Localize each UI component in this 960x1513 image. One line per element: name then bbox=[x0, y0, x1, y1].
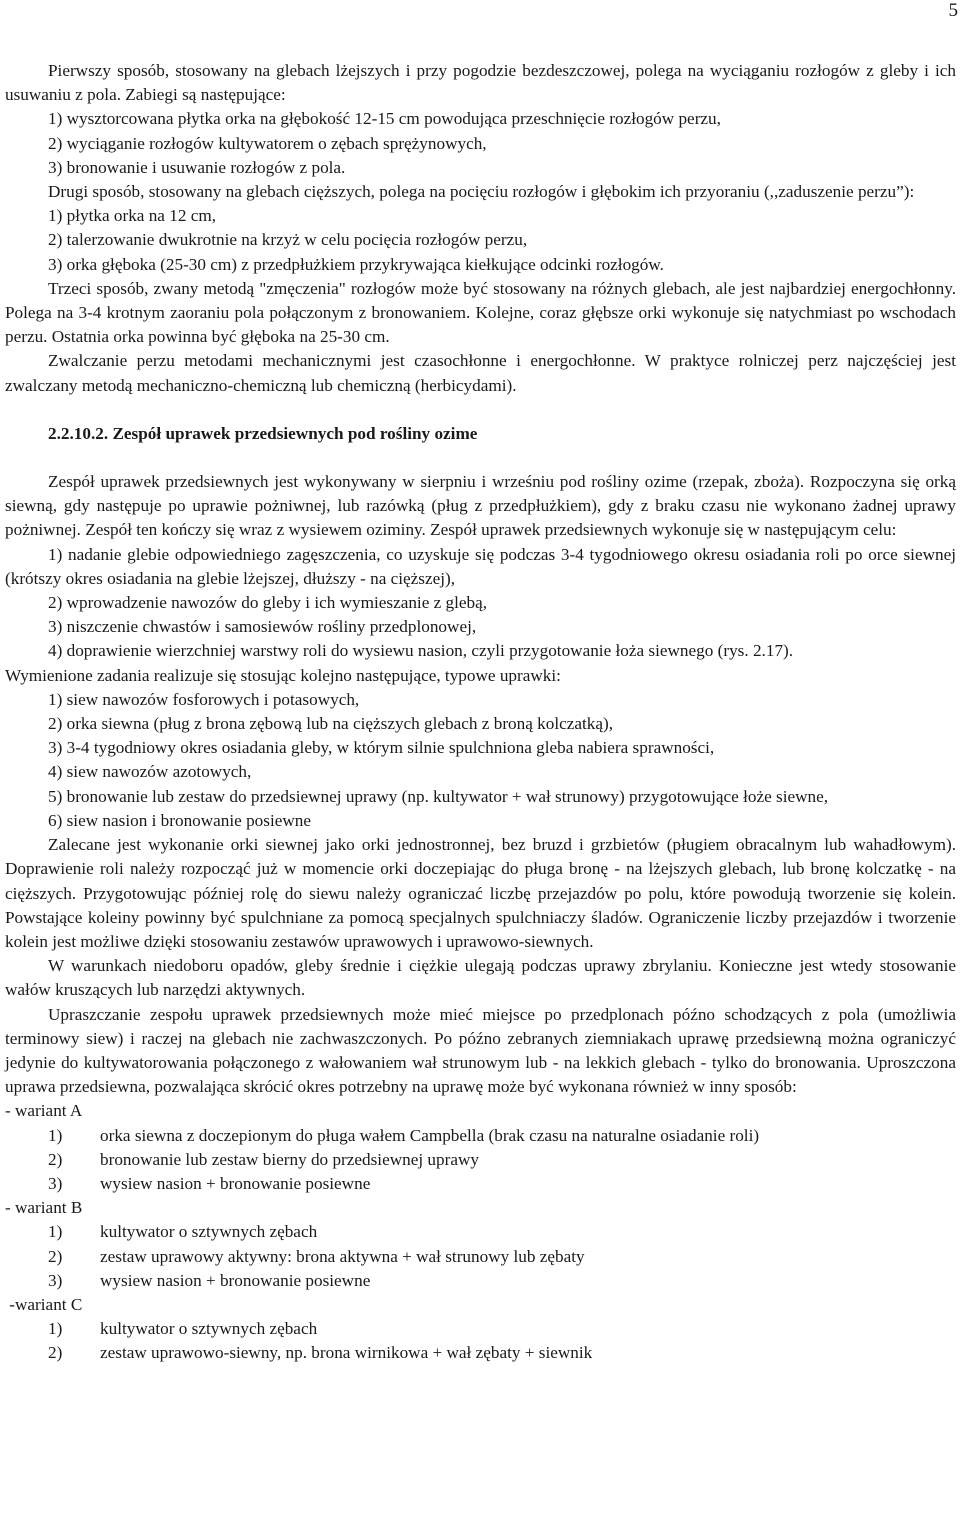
list-item: 1) płytka orka na 12 cm, bbox=[48, 206, 217, 226]
list-item: 3) orka głęboka (25-30 cm) z przedpłużkiem przykrywająca kiełkujące odcinki rozłogów. bbox=[48, 254, 664, 274]
list-item: 2) talerzowanie dwukrotnie na krzyż w celu pocięcia rozłogów perzu, bbox=[48, 230, 528, 250]
variant-item-number: 2) bbox=[48, 1343, 63, 1363]
variant-label: - wariant B bbox=[5, 1198, 83, 1218]
paragraph-first-method: Pierwszy sposób, stosowany na glebach lżejszych i przy pogodzie bezdeszczowej, polega na wyciąganiu rozłogów z gleby i ich usuwaniu z pola. Zabiegi są następujące: bbox=[5, 61, 956, 105]
paragraph-intro: Zespół uprawek przedsiewnych jest wykonywany w sierpniu i wrześniu pod rośliny ozime (rzepak, zboża). Rozpoczyna się orką siewną, gdy następuje po uprawie pożniwnej, lub razówką (pług z przedpłużkiem), gdy z braku czasu nie wykonano żadnej uprawy pożniwnej. Zespół ten kończy się wraz z wysiewem oziminy. Zespół uprawek przedsiewnych wykonuje się w następującym celu: bbox=[5, 472, 956, 540]
variant-item-number: 1) bbox=[48, 1125, 63, 1145]
list-item: 3) bronowanie i usuwanie rozłogów z pola. bbox=[48, 157, 346, 177]
variant-label: - wariant A bbox=[5, 1101, 83, 1121]
list-item: 4) siew nawozów azotowych, bbox=[48, 762, 252, 782]
variant-item-text: zestaw uprawowo-siewny, np. brona wirnikowa + wał zębaty + siewnik bbox=[100, 1343, 593, 1363]
variant-item bbox=[5, 1317, 956, 1341]
spacer bbox=[5, 398, 956, 422]
list-item: 4) doprawienie wierzchniej warstwy roli do wysiewu nasion, czyli przygotowanie łoża siewnego (rys. 2.17). bbox=[48, 641, 794, 661]
variant-item bbox=[5, 1245, 956, 1269]
list-item: 3) niszczenie chwastów i samosiewów rośliny przedplonowej, bbox=[48, 617, 477, 637]
variant-item-text: wysiew nasion + bronowanie posiewne bbox=[100, 1173, 371, 1193]
list-item: 2) orka siewna (pług z brona zębową lub na cięższych glebach z broną kolczatką), bbox=[48, 714, 614, 734]
list-item: 1) nadanie glebie odpowiedniego zagęszczenia, co uzyskuje się podczas 3-4 tygodniowego okresu osiadania roli po orce siewnej (krótszy okres osiadania na glebie lżejszej, dłuższy - na cięższej), bbox=[5, 544, 956, 588]
list-item: 2) wyciąganie rozłogów kultywatorem o zębach sprężynowych, bbox=[48, 133, 487, 153]
variant-item bbox=[5, 1220, 956, 1244]
variant-b bbox=[5, 1196, 956, 1293]
variant-item bbox=[5, 1148, 956, 1172]
page-number: 5 bbox=[948, 0, 958, 21]
paragraph-third-method: Trzeci sposób, zwany metodą "zmęczenia" rozłogów może być stosowany na różnych glebach, ale jest najbardziej energochłonny. Polega na 3-4 krotnym zaoraniu pola połączonym z bronowaniem. Kolejne, coraz głębsze orki wykonuje się natychmiast po wschodach perzu. Ostatnia orka powinna być głęboka na 25-30 cm. bbox=[5, 278, 956, 347]
variant-a bbox=[5, 1099, 956, 1196]
variant-item-number: 1) bbox=[48, 1319, 63, 1339]
list-item: 3) 3-4 tygodniowy okres osiadania gleby, w którym silnie spulchniona gleba nabiera sprawności, bbox=[48, 738, 715, 758]
variant-item-number: 3) bbox=[48, 1173, 63, 1193]
spacer bbox=[5, 446, 956, 470]
body-text bbox=[5, 59, 956, 1366]
section-heading: 2.2.10.2. Zespół uprawek przedsiewnych pod rośliny ozime bbox=[48, 423, 478, 443]
list-item: 1) wysztorcowana płytka orka na głębokość 12-15 cm powodująca przeschnięcie rozłogów perzu, bbox=[48, 109, 721, 129]
list-item: 2) wprowadzenie nawozów do gleby i ich wymieszanie z glebą, bbox=[48, 593, 488, 613]
paragraph-tasks: Wymienione zadania realizuje się stosując kolejno następujące, typowe uprawki: bbox=[5, 665, 561, 685]
variant-item-number: 2) bbox=[48, 1246, 63, 1266]
paragraph-summary: Zwalczanie perzu metodami mechanicznymi jest czasochłonne i energochłonne. W praktyce rolniczej perz najczęściej jest zwalczany metodą mechaniczno-chemiczną lub chemiczną (herbicydami). bbox=[5, 351, 956, 395]
variant-item bbox=[5, 1269, 956, 1293]
variant-label: -wariant C bbox=[5, 1294, 83, 1314]
list-item: 1) siew nawozów fosforowych i potasowych, bbox=[48, 689, 360, 709]
variant-item-text: bronowanie lub zestaw bierny do przedsiewnej uprawy bbox=[100, 1149, 479, 1169]
variant-item-text: kultywator o sztywnych zębach bbox=[100, 1319, 318, 1339]
variant-item-text: orka siewna z doczepionym do pługa wałem Campbella (brak czasu na naturalne osiadanie roli) bbox=[100, 1125, 760, 1145]
paragraph-recommendation: Zalecane jest wykonanie orki siewnej jako orki jednostronnej, bez bruzd i grzbietów (pługiem obracalnym lub wahadłowym). Doprawienie roli należy rozpocząć już w momencie orki doczepiając do pługa bronę - na lżejszych glebach, lub bronę kolczatkę - na cięższych. Przygotowując później rolę do siewu należy ograniczać liczbę przejazdów po polu, które powodują tworzenie się kolein. Powstające koleiny powinny być spulchniane za pomocą specjalnych spulchniaczy śladów. Ograniczenie liczby przejazdów i tworzenie kolein jest możliwe dzięki stosowaniu zestawów uprawowych i uprawowo-siewnych. bbox=[5, 835, 956, 951]
list-item: 6) siew nasion i bronowanie posiewne bbox=[48, 810, 312, 830]
paragraph-drought: W warunkach niedoboru opadów, gleby średnie i ciężkie ulegają podczas uprawy zbrylaniu. Konieczne jest wtedy stosowanie wałów kruszących lub narzędzi aktywnych. bbox=[5, 956, 956, 1000]
variant-item-number: 3) bbox=[48, 1270, 63, 1290]
variant-item-text: zestaw uprawowy aktywny: brona aktywna + wał strunowy lub zębaty bbox=[100, 1246, 585, 1266]
paragraph-simplification: Upraszczanie zespołu uprawek przedsiewnych może mieć miejsce po przedplonach późno schodzących z pola (umożliwia terminowy siew) i raczej na glebach nie zachwaszczonych. Po późno zebranych ziemniakach uprawę przedsiewną można ograniczyć jedynie do kultywatorowania połączonego z wałowaniem wał strunowym lub - na lekkich glebach - tylko do bronowania. Uproszczona uprawa przedsiewna, pozwalająca skrócić okres potrzebny na uprawę może być wykonana również w inny sposób: bbox=[5, 1004, 956, 1097]
variant-item-text: kultywator o sztywnych zębach bbox=[100, 1222, 318, 1242]
variant-item-number: 1) bbox=[48, 1222, 63, 1242]
variant-item bbox=[5, 1172, 956, 1196]
list-item: 5) bronowanie lub zestaw do przedsiewnej uprawy (np. kultywator + wał strunowy) przygotowujące łoże siewne, bbox=[48, 786, 829, 806]
paragraph-second-method: Drugi sposób, stosowany na glebach cięższych, polega na pocięciu rozłogów i głębokim ich przyoraniu (,,zaduszenie perzu”): bbox=[48, 182, 915, 202]
variant-item-text: wysiew nasion + bronowanie posiewne bbox=[100, 1270, 371, 1290]
variant-item bbox=[5, 1124, 956, 1148]
variant-item bbox=[5, 1341, 956, 1365]
variant-item-number: 2) bbox=[48, 1149, 63, 1169]
variant-c bbox=[5, 1293, 956, 1366]
